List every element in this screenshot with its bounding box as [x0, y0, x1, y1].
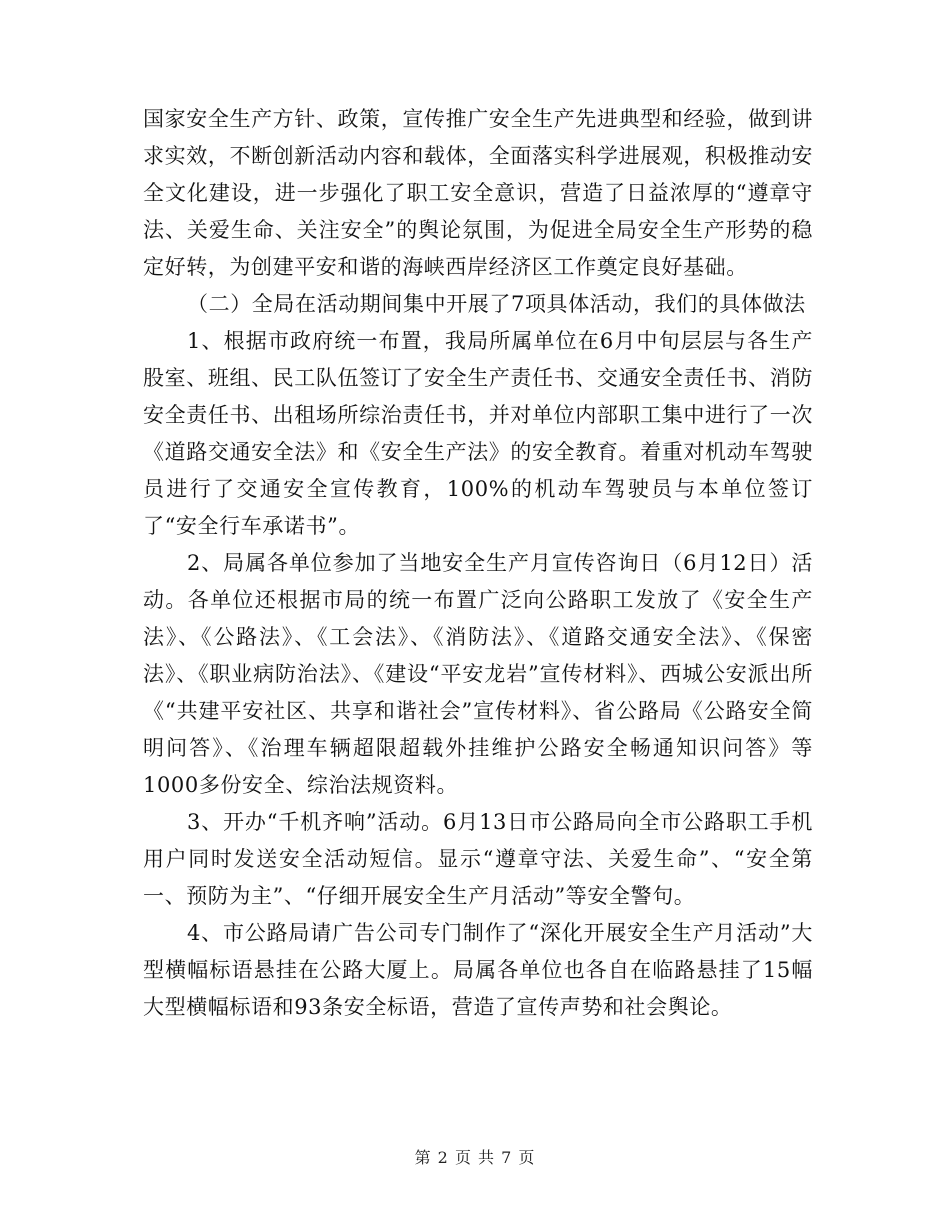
- paragraph-item-3: 3、开办“千机齐响”活动。6月13日市公路局向全市公路职工手机用户同时发送安全活动短信。显示“遵章守法、关爱生命”、“安全第一、预防为主”、“仔细开展安全生产月活动”等安全警句。: [143, 810, 813, 908]
- paragraph-item-4: 4、市公路局请广告公司专门制作了“深化开展安全生产月活动”大型横幅标语悬挂在公路大厦上。局属各单位也各自在临路悬挂了15幅大型横幅标语和93条安全标语，营造了宣传声势和社会舆论。: [143, 921, 813, 1019]
- paragraph-intro-continuation: 国家安全生产方针、政策，宣传推广安全生产先进典型和经验，做到讲求实效，不断创新活动内容和载体，全面落实科学进展观，积极推动安全文化建设，进一步强化了职工安全意识，营造了日益浓厚的“遵章守法、关爱生命、关注安全”的舆论氛围，为促进全局安全生产形势的稳定好转，为创建平安和谐的海峡西岸经济区工作奠定良好基础。: [143, 107, 813, 279]
- page-footer: [0, 1145, 950, 1168]
- paragraph-section-heading: （二）全局在活动期间集中开展了7项具体活动，我们的具体做法: [187, 292, 806, 316]
- paragraph-item-1: 1、根据市政府统一布置，我局所属单位在6月中旬层层与各生产股室、班组、民工队伍签订了安全生产责任书、交通安全责任书、消防安全责任书、出租场所综治责任书，并对单位内部职工集中进行了一次《道路交通安全法》和《安全生产法》的安全教育。着重对机动车驾驶员进行了交通安全宣传教育，100%的机动车驾驶员与本单位签订了“安全行车承诺书”。: [143, 329, 813, 538]
- paragraph-item-2: 2、局属各单位参加了当地安全生产月宣传咨询日（6月12日）活动。各单位还根据市局的统一布置广泛向公路职工发放了《安全生产法》、《公路法》、《工会法》、《消防法》、《道路交通安全法》、《保密法》、《职业病防治法》、《建设“平安龙岩”宣传材料》、西城公安派出所《“共建平安社区、共享和谐社会”宣传材料》、省公路局《公路安全简明问答》、《治理车辆超限超载外挂维护公路安全畅通知识问答》等1000多份安全、综治法规资料。: [143, 551, 813, 797]
- page-number-label: 第 2 页 共 7 页: [414, 1148, 536, 1167]
- document-body: [143, 101, 813, 1026]
